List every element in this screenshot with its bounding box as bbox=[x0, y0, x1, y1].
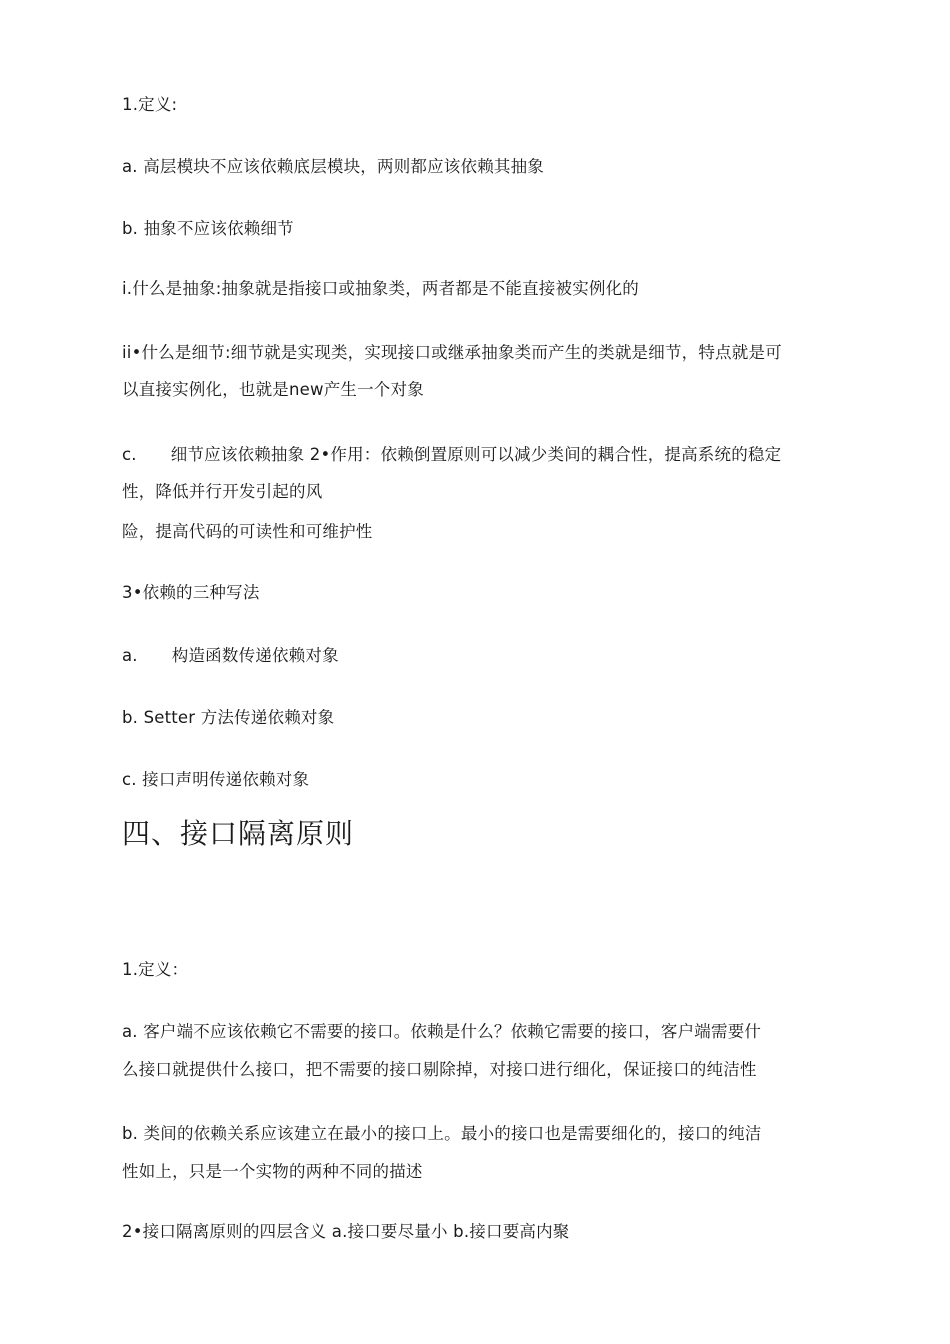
way-item-a bbox=[122, 646, 339, 666]
isp-definition-b-line1: b. 类间的依赖关系应该建立在最小的接口上。最小的接口也是需要细化的，接口的纯洁 bbox=[122, 1124, 762, 1143]
way-item-a-label: a. bbox=[122, 646, 138, 665]
definition-title: 1.定义: bbox=[122, 95, 178, 114]
isp-definition-a-line2: 么接口就提供什么接口，把不需要的接口剔除掉，对接口进行细化，保证接口的纯洁性 bbox=[122, 1060, 757, 1079]
definition-item-c-line2: 性，降低并行开发引起的风 bbox=[122, 482, 323, 501]
way-item-c: c. 接口声明传递依赖对象 bbox=[122, 770, 310, 789]
isp-definition-title: 1.定义： bbox=[122, 960, 189, 979]
ways-title: 3•依赖的三种写法 bbox=[122, 583, 260, 602]
definition-item-c-line3: 险，提高代码的可读性和可维护性 bbox=[122, 522, 373, 541]
definition-item-b-i: i.什么是抽象:抽象就是指接口或抽象类，两者都是不能直接被实例化的 bbox=[122, 279, 639, 298]
isp-definition-b-line2: 性如上，只是一个实物的两种不同的描述 bbox=[122, 1162, 423, 1181]
definition-item-c-text: 细节应该依赖抽象 2•作用：依赖倒置原则可以减少类间的耦合性，提高系统的稳定 bbox=[170, 445, 782, 464]
way-item-b: b. Setter 方法传递依赖对象 bbox=[122, 708, 335, 727]
isp-definition-a-line1: a. 客户端不应该依赖它不需要的接口。依赖是什么？依赖它需要的接口，客户端需要什 bbox=[122, 1022, 762, 1041]
definition-item-c-line1 bbox=[122, 445, 781, 465]
definition-item-b: b. 抽象不应该依赖细节 bbox=[122, 219, 294, 238]
definition-item-b-ii-line1: ii•什么是细节:细节就是实现类，实现接口或继承抽象类而产生的类就是细节，特点就是可 bbox=[122, 343, 782, 362]
definition-item-b-ii-line2: 以直接实例化，也就是new产生一个对象 bbox=[122, 380, 424, 399]
definition-item-c-label: c. bbox=[122, 445, 137, 464]
definition-item-a: a. 高层模块不应该依赖底层模块，两则都应该依赖其抽象 bbox=[122, 157, 545, 176]
isp-meaning-line: 2•接口隔离原则的四层含义 a.接口要尽量小 b.接口要高内聚 bbox=[122, 1222, 570, 1241]
section-heading: 四、接口隔离原则 bbox=[122, 817, 355, 850]
way-item-a-text: 构造函数传递依赖对象 bbox=[171, 646, 339, 665]
